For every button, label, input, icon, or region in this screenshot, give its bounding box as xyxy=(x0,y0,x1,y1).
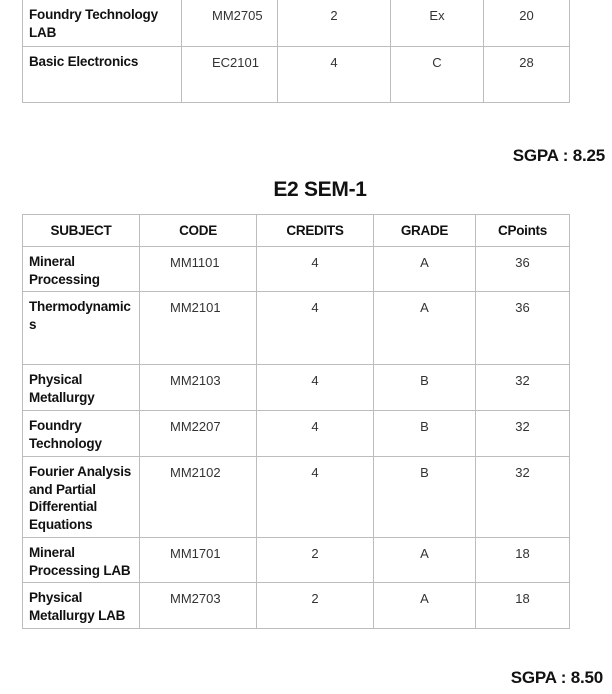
credits-cell: 2 xyxy=(257,538,374,583)
grade-cell: A xyxy=(374,583,476,629)
header-cpoints: CPoints xyxy=(476,215,570,247)
code-cell: MM1701 xyxy=(140,538,257,583)
cpoints-cell: 18 xyxy=(476,583,570,629)
credits-cell: 4 xyxy=(257,292,374,365)
grade-cell: B xyxy=(374,365,476,411)
table-row xyxy=(23,365,570,411)
code-cell: MM2102 xyxy=(140,457,257,538)
table-row xyxy=(23,457,570,538)
subject-cell: Foundry Technology xyxy=(23,411,140,457)
subject-cell: Physical Metallurgy LAB xyxy=(23,583,140,629)
previous-semester-table xyxy=(22,0,570,103)
grade-cell: Ex xyxy=(391,0,484,47)
cpoints-cell: 36 xyxy=(476,247,570,292)
table-row xyxy=(23,583,570,629)
credits-cell: 4 xyxy=(278,47,391,103)
header-row xyxy=(23,215,570,247)
grade-cell: C xyxy=(391,47,484,103)
grade-cell: B xyxy=(374,457,476,538)
semester-sgpa: SGPA : 8.50 xyxy=(510,668,603,687)
grade-cell: A xyxy=(374,247,476,292)
subject-cell: Thermodynamics xyxy=(23,292,140,365)
header-code: CODE xyxy=(140,215,257,247)
code-cell: MM2101 xyxy=(140,292,257,365)
code-cell: MM2103 xyxy=(140,365,257,411)
cpoints-cell: 20 xyxy=(484,0,570,47)
table-row xyxy=(23,0,570,47)
credits-cell: 4 xyxy=(257,365,374,411)
code-cell: EC2101 xyxy=(182,47,278,103)
previous-sgpa: SGPA : 8.25 xyxy=(512,146,605,165)
credits-cell: 2 xyxy=(257,583,374,629)
grade-cell: A xyxy=(374,538,476,583)
code-cell: MM1101 xyxy=(140,247,257,292)
subject-cell: Basic Electronics xyxy=(23,47,182,103)
table-row xyxy=(23,411,570,457)
table-row xyxy=(23,47,570,103)
table-row xyxy=(23,247,570,292)
cpoints-cell: 28 xyxy=(484,47,570,103)
cpoints-cell: 32 xyxy=(476,365,570,411)
semester-grades-table xyxy=(22,214,570,629)
subject-cell: Mineral Processing xyxy=(23,247,140,292)
code-cell: MM2703 xyxy=(140,583,257,629)
grade-cell: A xyxy=(374,292,476,365)
grade-cell: B xyxy=(374,411,476,457)
code-cell: MM2705 xyxy=(182,0,278,47)
credits-cell: 4 xyxy=(257,247,374,292)
credits-cell: 4 xyxy=(257,457,374,538)
table-row xyxy=(23,292,570,365)
code-cell: MM2207 xyxy=(140,411,257,457)
credits-cell: 4 xyxy=(257,411,374,457)
cpoints-cell: 32 xyxy=(476,457,570,538)
semester-title: E2 SEM-1 xyxy=(273,178,367,201)
subject-cell: Mineral Processing LAB xyxy=(23,538,140,583)
subject-cell: Foundry Technology LAB xyxy=(23,0,182,47)
cpoints-cell: 32 xyxy=(476,411,570,457)
header-credits: CREDITS xyxy=(257,215,374,247)
subject-cell: Fourier Analysis and Partial Differential Equations xyxy=(23,457,140,538)
header-subject: SUBJECT xyxy=(23,215,140,247)
header-grade: GRADE xyxy=(374,215,476,247)
cpoints-cell: 36 xyxy=(476,292,570,365)
subject-cell: Physical Metallurgy xyxy=(23,365,140,411)
table-row xyxy=(23,538,570,583)
credits-cell: 2 xyxy=(278,0,391,47)
cpoints-cell: 18 xyxy=(476,538,570,583)
